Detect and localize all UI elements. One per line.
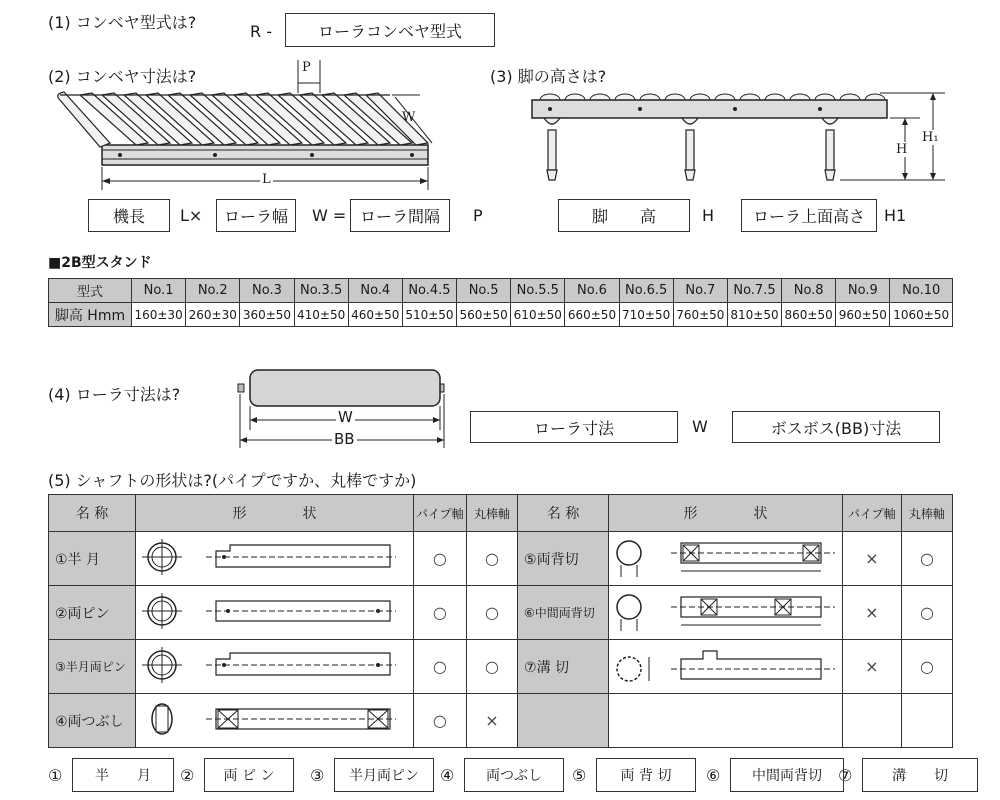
shaft-left-bar-3: ○ [466, 640, 517, 694]
shaft-left-name-1: ①半 月 [49, 532, 136, 586]
shaft-right-name-3: ⑦溝 切 [518, 640, 609, 694]
roller-top-height-box[interactable]: ローラ上面高さ [741, 199, 877, 232]
dim-roller-w-label: W [338, 408, 353, 426]
stand-model-cell: No.2 [186, 279, 240, 303]
length-x-label: L× [180, 206, 203, 225]
col-bar-right: 丸棒軸 [901, 495, 952, 532]
stand-model-cell: No.3 [240, 279, 294, 303]
roller-w-label: W [692, 417, 708, 436]
answer-num-6: ⑥ [706, 766, 721, 785]
shaft-right-bar-3: ○ [901, 640, 952, 694]
stand-model-cell: No.9 [836, 279, 890, 303]
stand-height-cell: 810±50 [727, 303, 781, 327]
shaft-right-name-2: ⑥中間両背切 [518, 586, 609, 640]
shaft-left-pipe-3: ○ [413, 640, 466, 694]
shaft-left-bar-4: × [466, 694, 517, 748]
stand-row2-head: 脚高 Hmm [49, 303, 132, 327]
shaft-left-pipe-2: ○ [413, 586, 466, 640]
shaft-left-bar-1: ○ [466, 532, 517, 586]
stand-model-cell: No.6 [565, 279, 619, 303]
q1-prefix: R - [250, 22, 272, 41]
stand-height-cell: 710±50 [619, 303, 673, 327]
stand-height-cell: 410±50 [294, 303, 348, 327]
shaft-shape-both-back-cut [609, 532, 843, 586]
dim-l-label: L [262, 172, 271, 187]
w-eq-label: W = [312, 206, 347, 225]
shaft-right-name-1: ⑤両背切 [518, 532, 609, 586]
col-shape-right: 形 状 [609, 495, 843, 532]
empty-cell [901, 694, 952, 748]
shaft-right-pipe-1: × [842, 532, 901, 586]
empty-cell [842, 694, 901, 748]
shaft-table [48, 494, 953, 748]
stand-model-cell: No.3.5 [294, 279, 348, 303]
empty-cell [609, 694, 843, 748]
shaft-right-bar-2: ○ [901, 586, 952, 640]
stand-model-cell: No.8 [782, 279, 836, 303]
q5-label: (5) シャフトの形状は?(パイプですか、丸棒ですか) [48, 471, 417, 490]
q3-label: (3) 脚の高さは? [490, 67, 607, 86]
dim-w-label: W [402, 110, 416, 125]
dim-p-label: P [302, 60, 311, 75]
shaft-left-pipe-4: ○ [413, 694, 466, 748]
col-pipe-right: パイプ軸 [842, 495, 901, 532]
leg-height-box[interactable]: 脚 高 [558, 199, 690, 232]
shaft-left-name-4: ④両つぶし [49, 694, 136, 748]
stand-model-cell: No.6.5 [619, 279, 673, 303]
stand-model-cell: No.1 [132, 279, 186, 303]
boss-dim-box[interactable]: ボスボス(BB)寸法 [732, 411, 940, 443]
stand-model-cell: No.7.5 [727, 279, 781, 303]
shaft-left-name-3: ③半月両ピン [49, 640, 136, 694]
stand-height-cell: 860±50 [782, 303, 836, 327]
stand-row1-head: 型式 [49, 279, 132, 303]
shaft-shape-both-flat [136, 694, 414, 748]
shaft-shape-both-pin [136, 586, 414, 640]
stand-model-cell: No.5 [457, 279, 511, 303]
answer-box-5[interactable]: 両 背 切 [596, 758, 696, 792]
shaft-right-pipe-3: × [842, 640, 901, 694]
answer-num-7: ⑦ [838, 766, 853, 785]
answer-num-5: ⑤ [572, 766, 587, 785]
roller-pitch-box[interactable]: ローラ間隔 [350, 199, 450, 232]
col-shape-left: 形 状 [136, 495, 414, 532]
stand-height-cell: 360±50 [240, 303, 294, 327]
empty-cell [518, 694, 609, 748]
p-label: P [473, 206, 483, 225]
h-label: H [702, 206, 715, 225]
shaft-shape-middle-back-cut [609, 586, 843, 640]
stand-drawing [520, 88, 950, 188]
answer-box-4[interactable]: 両つぶし [464, 758, 564, 792]
stand-height-cell: 1060±50 [890, 303, 953, 327]
stand-height-cell: 160±30 [132, 303, 186, 327]
col-name-left: 名 称 [49, 495, 136, 532]
shaft-left-name-2: ②両ピン [49, 586, 136, 640]
dim-h1-label: H₁ [922, 130, 939, 145]
answer-box-7[interactable]: 溝 切 [862, 758, 978, 792]
shaft-right-pipe-2: × [842, 586, 901, 640]
shaft-shape-groove-cut [609, 640, 843, 694]
h1-label: H1 [884, 206, 907, 225]
stand-height-cell: 260±30 [186, 303, 240, 327]
stand-model-cell: No.5.5 [511, 279, 565, 303]
roller-width-box[interactable]: ローラ幅 [216, 199, 296, 232]
q2-label: (2) コンベヤ寸法は? [48, 67, 197, 86]
q1-label: (1) コンベヤ型式は? [48, 13, 197, 32]
shaft-shape-half-moon-both-pin [136, 640, 414, 694]
shaft-left-pipe-1: ○ [413, 532, 466, 586]
stand-height-cell: 960±50 [836, 303, 890, 327]
stand-height-cell: 660±50 [565, 303, 619, 327]
stand-model-cell: No.4 [348, 279, 402, 303]
answer-box-1[interactable]: 半 月 [72, 758, 174, 792]
stand-height-cell: 460±50 [348, 303, 402, 327]
q4-label: (4) ローラ寸法は? [48, 385, 181, 404]
stand-title: ■2B型スタンド [48, 255, 152, 271]
stand-height-cell: 610±50 [511, 303, 565, 327]
stand-table [48, 278, 953, 327]
stand-height-cell: 510±50 [402, 303, 456, 327]
stand-model-cell: No.10 [890, 279, 953, 303]
answer-box-6[interactable]: 中間両背切 [730, 758, 844, 792]
col-pipe-left: パイプ軸 [413, 495, 466, 532]
q1-model-box[interactable]: ローラコンベヤ型式 [285, 13, 495, 47]
roller-dim-box[interactable]: ローラ寸法 [470, 411, 678, 443]
dim-h-label: H [896, 142, 908, 157]
shaft-shape-half-moon [136, 532, 414, 586]
conveyor-drawing [40, 55, 460, 195]
answer-box-2[interactable]: 両 ピ ン [204, 758, 294, 792]
col-bar-left: 丸棒軸 [466, 495, 517, 532]
length-box[interactable]: 機長 [88, 199, 170, 232]
answer-box-3[interactable]: 半月両ピン [334, 758, 434, 792]
col-name-right: 名 称 [518, 495, 609, 532]
shaft-left-bar-2: ○ [466, 586, 517, 640]
dim-bb-label: BB [334, 430, 355, 448]
answer-num-4: ④ [440, 766, 455, 785]
stand-model-cell: No.4.5 [402, 279, 456, 303]
shaft-right-bar-1: ○ [901, 532, 952, 586]
stand-model-cell: No.7 [673, 279, 727, 303]
answer-num-3: ③ [310, 766, 325, 785]
answer-num-1: ① [48, 766, 63, 785]
stand-height-cell: 760±50 [673, 303, 727, 327]
stand-height-cell: 560±50 [457, 303, 511, 327]
answer-num-2: ② [180, 766, 195, 785]
